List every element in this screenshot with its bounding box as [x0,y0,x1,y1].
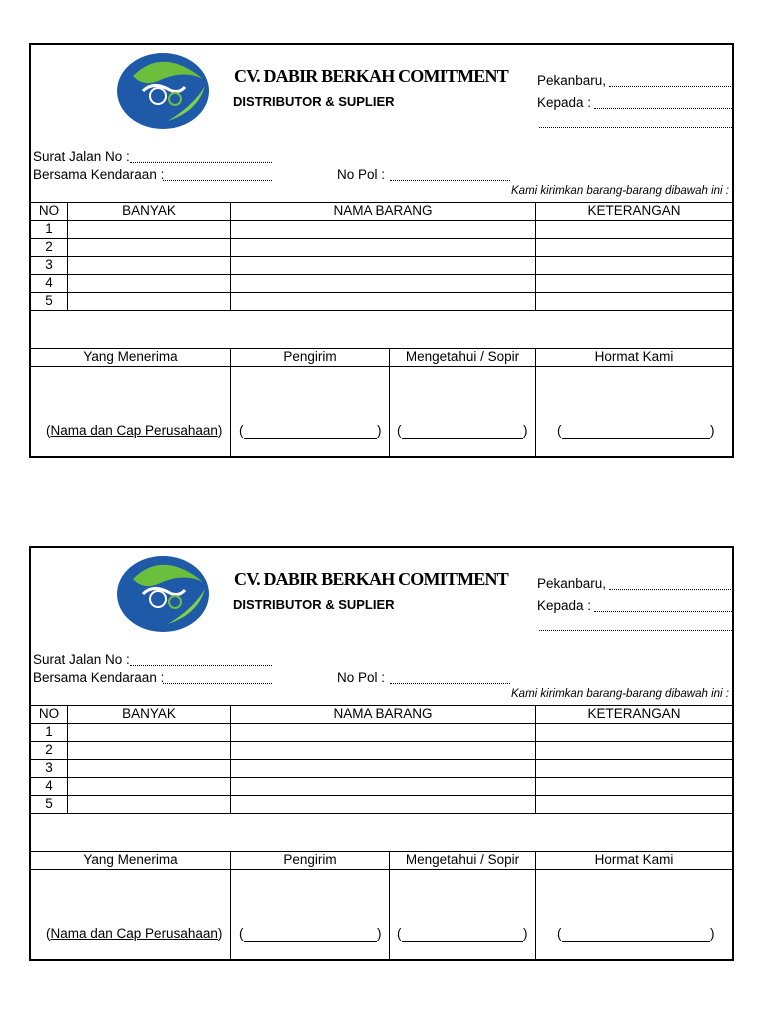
regards-close-paren: ) [710,926,715,941]
letter-no-line [130,665,272,666]
header-quantity: BANYAK [122,706,176,721]
row-number: 2 [45,742,53,757]
driver-open-paren: ( [397,423,402,438]
company-logo-icon [113,51,213,131]
company-name: CV. DABIR BERKAH COMITMENT [234,66,508,86]
header-quantity: BANYAK [122,203,176,218]
row-number: 2 [45,239,53,254]
regards-open-paren: ( [557,926,562,941]
driver-signature-line [402,941,523,942]
delivery-note-form-1 [29,43,734,458]
date-line [609,589,731,590]
sender-open-paren: ( [239,423,244,438]
row-number: 3 [45,760,53,775]
header-no: NO [38,706,60,721]
row-number: 3 [45,257,53,272]
delivery-note-form-2 [29,546,734,961]
letter-no-label: Surat Jalan No : [33,149,130,164]
header-no: NO [38,203,60,218]
to-line [594,611,732,612]
regards-signature-line [562,438,710,439]
letter-no-label: Surat Jalan No : [33,652,130,667]
city-label: Pekanbaru, [537,576,607,591]
plate-label: No Pol : [337,167,386,182]
row-number: 5 [45,796,53,811]
company-name: CV. DABIR BERKAH COMITMENT [234,569,508,589]
address-line [539,630,732,631]
receiver-caption: Nama dan Cap Perusahaan [50,423,218,438]
regards-open-paren: ( [557,423,562,438]
vehicle-line [163,180,272,181]
address-line [539,127,732,128]
to-line [594,108,732,109]
company-logo-icon [113,554,213,634]
header-sender: Pengirim [283,852,337,867]
header-driver: Mengetahui / Sopir [405,852,520,867]
header-receiver: Yang Menerima [83,852,178,867]
row-number: 4 [45,275,53,290]
header-item-name: NAMA BARANG [333,706,433,721]
driver-signature-line [402,438,523,439]
receiver-caption: Nama dan Cap Perusahaan [50,926,218,941]
to-label: Kepada : [537,95,592,110]
vehicle-line [163,683,272,684]
row-number: 4 [45,778,53,793]
header-receiver: Yang Menerima [83,349,178,364]
sender-close-paren: ) [377,423,382,438]
row-number: 5 [45,293,53,308]
vehicle-label: Bersama Kendaraan : [33,167,165,182]
intro-text: Kami kirimkan barang-barang dibawah ini : [511,688,729,700]
driver-close-paren: ) [523,926,528,941]
letter-no-line [130,162,272,163]
header-remarks: KETERANGAN [587,203,681,218]
row-number: 1 [45,221,53,236]
regards-close-paren: ) [710,423,715,438]
sender-open-paren: ( [239,926,244,941]
header-remarks: KETERANGAN [587,706,681,721]
plate-line [390,180,510,181]
driver-open-paren: ( [397,926,402,941]
plate-label: No Pol : [337,670,386,685]
city-label: Pekanbaru, [537,73,607,88]
row-number: 1 [45,724,53,739]
header-item-name: NAMA BARANG [333,203,433,218]
receiver-signature: (Nama dan Cap Perusahaan) [46,423,223,438]
driver-close-paren: ) [523,423,528,438]
date-line [609,86,731,87]
receiver-signature: (Nama dan Cap Perusahaan) [46,926,223,941]
company-subtitle: DISTRIBUTOR & SUPLIER [233,94,395,109]
sender-close-paren: ) [377,926,382,941]
sender-signature-line [244,941,377,942]
header-driver: Mengetahui / Sopir [405,349,520,364]
sender-signature-line [244,438,377,439]
header-regards: Hormat Kami [594,349,674,364]
plate-line [390,683,510,684]
intro-text: Kami kirimkan barang-barang dibawah ini : [511,185,729,197]
header-sender: Pengirim [283,349,337,364]
header-regards: Hormat Kami [594,852,674,867]
to-label: Kepada : [537,598,592,613]
regards-signature-line [562,941,710,942]
vehicle-label: Bersama Kendaraan : [33,670,165,685]
company-subtitle: DISTRIBUTOR & SUPLIER [233,597,395,612]
